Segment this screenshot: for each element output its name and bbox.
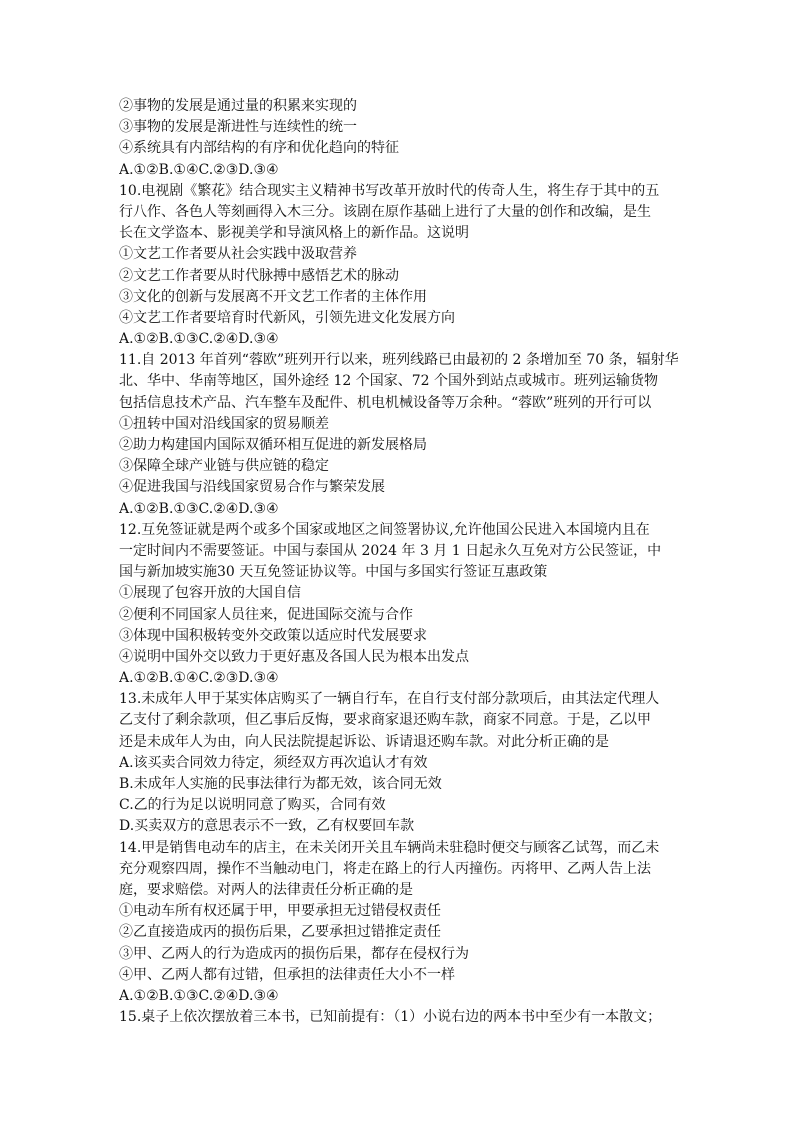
text-line: 还是未成年人为由，向人民法院提起诉讼、诉请退还购车款。对此分析正确的是 bbox=[119, 733, 609, 750]
question-12-text: 12.互免签证就是两个或多个国家或地区之间签署协议,允许他国公民进入本国境内且在 bbox=[119, 521, 650, 538]
text-line: ①文艺工作者要从社会实践中汲取营养 bbox=[119, 246, 357, 263]
question-15-text: 15.桌子上依次摆放着三本书，已知前提有：（1）小说右边的两本书中至少有一本散文； bbox=[119, 1009, 662, 1026]
text-line: C.乙的行为足以说明同意了购买，合同有效 bbox=[119, 797, 386, 814]
text-line: 包括信息技术产品、汽车整车及配件、机电机械设备等万余种。“蓉欧”班列的开行可以 bbox=[119, 394, 652, 411]
answer-options: A.①②B.①③C.②④D.③④ bbox=[119, 500, 279, 517]
question-10-text: 10.电视剧《繁花》结合现实主义精神书写改革开放时代的传奇人生，将生存于其中的五 bbox=[119, 182, 660, 199]
text-line: ④系统具有内部结构的有序和优化趋向的特征 bbox=[119, 140, 399, 157]
question-14-text: 14.甲是销售电动车的店主，在未关闭开关且车辆尚未驻稳时便交与顾客乙试驾，而乙未 bbox=[119, 839, 660, 856]
text-line: ④促进我国与沿线国家贸易合作与繁荣发展 bbox=[119, 479, 385, 496]
text-line: ②事物的发展是通过量的积累来实现的 bbox=[119, 98, 357, 114]
text-line: ③体现中国积极转变外交政策以适应时代发展要求 bbox=[119, 627, 427, 644]
text-line: ②乙直接造成丙的损伤后果，乙要承担过错推定责任 bbox=[119, 924, 441, 941]
text-line: ③甲、乙两人的行为造成丙的损伤后果，都存在侵权行为 bbox=[119, 945, 469, 962]
text-line: ④说明中国外交以致力于更好惠及各国人民为根本出发点 bbox=[119, 648, 469, 665]
text-line: 北、华中、华南等地区，国外途经 12 个国家、72 个国外到站点或城市。班列运输货物 bbox=[119, 373, 658, 390]
answer-options: A.①②B.①④C.②③D.③④ bbox=[119, 670, 279, 687]
text-line: 行八作、各色人等刻画得入木三分。该剧在原作基础上进行了大量的创作和改编，是生 bbox=[119, 203, 651, 220]
text-line: 国与新加坡实施30 天互免签证协议等。中国与多国实行签证互惠政策 bbox=[119, 564, 548, 581]
text-line: 一定时间内不需要签证。中国与泰国从 2024 年 3 月 1 日起永久互免对方公民签证，中 bbox=[119, 542, 662, 559]
answer-options: A.①②B.①④C.②③D.③④ bbox=[119, 161, 279, 178]
text-line: ①电动车所有权还属于甲，甲要承担无过错侵权责任 bbox=[119, 903, 441, 920]
text-line: A.该买卖合同效力待定，须经双方再次追认才有效 bbox=[119, 754, 428, 771]
text-line: ②文艺工作者要从时代脉搏中感悟艺术的脉动 bbox=[119, 267, 399, 284]
text-line: ③事物的发展是渐进性与连续性的统一 bbox=[119, 119, 357, 136]
text-line: 充分观察四周，操作不当触动电门，将走在路上的行人丙撞伤。丙将甲、乙两人告上法 bbox=[119, 860, 651, 877]
text-line: ①扭转中国对沿线国家的贸易顺差 bbox=[119, 415, 329, 432]
text-line: D.买卖双方的意思表示不一致，乙有权要回车款 bbox=[119, 818, 415, 835]
text-line: ④文艺工作者要培育时代新风，引领先进文化发展方向 bbox=[119, 309, 455, 326]
document-page bbox=[119, 96, 681, 1028]
question-13-text: 13.未成年人甲于某实体店购买了一辆自行车，在自行支付部分款项后，由其法定代理人 bbox=[119, 691, 660, 708]
text-line: 庭，要求赔偿。对两人的法律责任分析正确的是 bbox=[119, 881, 413, 898]
question-11-text: 11.自 2013 年首列“蓉欧”班列开行以来，班列线路已由最初的 2 条增加至 70 条，辐射华 bbox=[119, 352, 679, 369]
answer-options: A.①②B.①③C.②④D.③④ bbox=[119, 331, 279, 348]
answer-options: A.①②B.①③C.②④D.③④ bbox=[119, 987, 279, 1004]
text-line: ①展现了包容开放的大国自信 bbox=[119, 585, 301, 602]
text-line: 长在文学盗本、影视美学和导演风格上的新作品。这说明 bbox=[119, 225, 469, 242]
text-line: ③文化的创新与发展离不开文艺工作者的主体作用 bbox=[119, 288, 427, 305]
text-line: 乙支付了剩余款项，但乙事后反悔，要求商家退还购车款，商家不同意。于是，乙以甲 bbox=[119, 712, 651, 729]
text-line: B.未成年人实施的民事法律行为都无效，该合同无效 bbox=[119, 776, 442, 792]
text-line: ②便利不同国家人员往来，促进国际交流与合作 bbox=[119, 606, 413, 623]
text-line: ④甲、乙两人都有过错，但承担的法律责任大小不一样 bbox=[119, 966, 455, 983]
text-line: ②助力构建国内国际双循环相互促进的新发展格局 bbox=[119, 437, 427, 453]
text-line: ③保障全球产业链与供应链的稳定 bbox=[119, 458, 329, 475]
